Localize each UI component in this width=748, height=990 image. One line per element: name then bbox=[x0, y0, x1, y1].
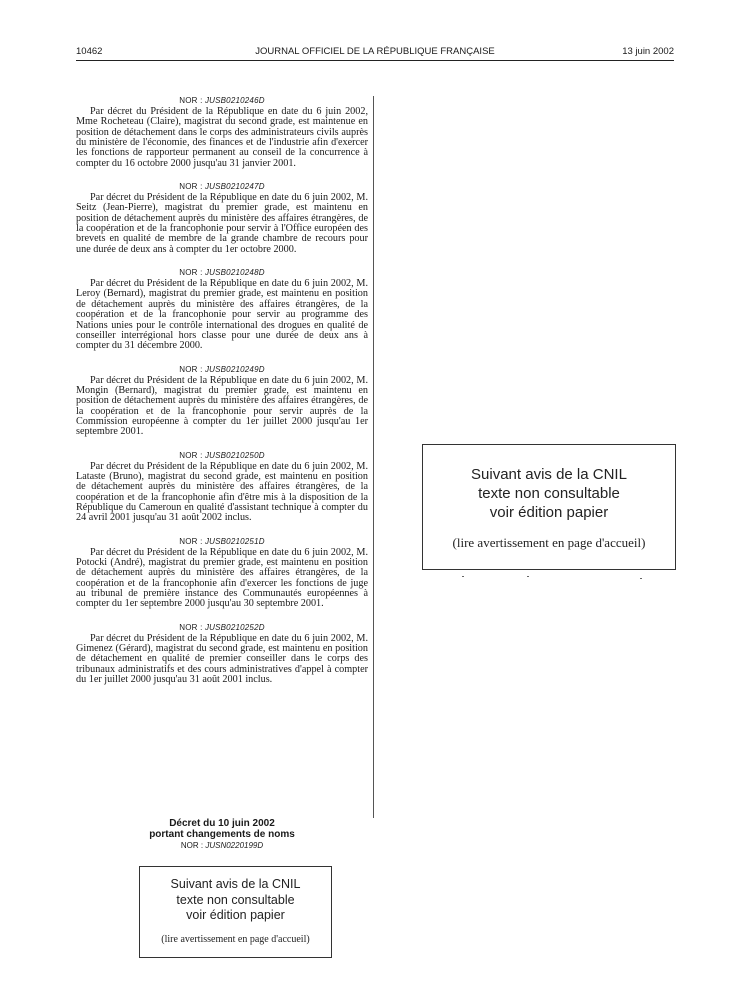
decret-subtitle: portant changements de noms bbox=[149, 829, 295, 840]
column-divider bbox=[373, 96, 374, 818]
issue-date: 13 juin 2002 bbox=[622, 46, 674, 57]
cnil-note: (lire avertissement en page d'accueil) bbox=[161, 933, 310, 945]
scan-speck bbox=[462, 576, 464, 577]
nor-reference: NOR : JUSB0210250D bbox=[179, 450, 265, 460]
nor-reference: NOR : JUSB0210252D bbox=[179, 622, 265, 632]
decree-text: Par décret du Président de la République en date du 6 juin 2002, M. Mongin (Bernard), magistrat du premier grade, est maintenu en position de détachement auprès du ministère des affaires étrangères, de la coopération et de la francophonie pour servir auprès de la Commission européenne à compter du 1er juillet 2000 jusqu'au 1er septembre 2001. bbox=[76, 374, 368, 438]
decree-entry bbox=[76, 364, 368, 438]
cnil-notice-box bbox=[139, 866, 332, 958]
decree-entry bbox=[76, 181, 368, 255]
cnil-line: Suivant avis de la CNIL bbox=[170, 877, 301, 891]
nor-reference: NOR : JUSB0210247D bbox=[179, 182, 265, 192]
decree-entry bbox=[76, 536, 368, 610]
cnil-line: Suivant avis de la CNIL bbox=[471, 466, 627, 483]
decree-entry bbox=[76, 450, 368, 524]
nor-reference: NOR : JUSB0210248D bbox=[179, 268, 265, 278]
cnil-line: voir édition papier bbox=[186, 908, 285, 922]
decree-text: Par décret du Président de la République en date du 6 juin 2002, M. Lataste (Bruno), magistrat du second grade, est maintenu en position de détachement auprès du ministère des affaires étrangères, de la coopération et de la francophonie afin d'être mis à la disposition de la République du Cameroun en qualité d'assistant technique à compter du 24 avril 2001 jusqu'au 31 août 2002 inclus. bbox=[76, 460, 368, 524]
left-column bbox=[76, 95, 368, 697]
decree-text: Par décret du Président de la République en date du 6 juin 2002, Mme Rocheteau (Claire), magistrat du second grade, est maintenue en position de détachement dans le corps des administrateurs civils auprès du ministère de l'économie, des finances et de l'industrie afin d'exercer les fonctions de rapporteur permanent au conseil de la concurrence à compter du 16 octobre 2000 jusqu'au 31 janvier 2001. bbox=[76, 106, 368, 169]
decree-text: Par décret du Président de la République en date du 6 juin 2002, M. Potocki (André), magistrat du premier grade, est maintenu en position de détachement auprès du ministère des affaires étrangères, de la coopération et de la francophonie afin d'exercer les fonctions de juge au tribunal de première instance des Communautés européennes à compter du 1er septembre 2000 jusqu'au 30 septembre 2001. bbox=[76, 546, 368, 610]
decree-entry bbox=[76, 622, 368, 686]
cnil-line: texte non consultable bbox=[176, 892, 295, 907]
decree-entry bbox=[76, 95, 368, 169]
nor-reference: NOR : JUSB0210246D bbox=[179, 96, 265, 105]
cnil-line: texte non consultable bbox=[478, 485, 620, 502]
decree-text: Par décret du Président de la République en date du 6 juin 2002, M. Leroy (Bernard), magistrat du premier grade, est maintenu en position de détachement auprès du ministère des affaires étrangères, de la coopération et de la francophonie pour servir au programme des Nations unies pour le contrôle international des drogues en qualité de conseiller interrégional hors classe pour une durée de deux ans à compter du 31 décembre 2000. bbox=[76, 278, 368, 352]
decret-title: Décret du 10 juin 2002 bbox=[169, 818, 275, 829]
scan-speck bbox=[527, 576, 529, 577]
journal-title: JOURNAL OFFICIEL DE LA RÉPUBLIQUE FRANÇAISE bbox=[255, 46, 495, 57]
scan-speck bbox=[640, 578, 642, 579]
nor-reference: NOR : JUSB0210251D bbox=[179, 536, 265, 546]
page-number: 10462 bbox=[76, 46, 103, 57]
decree-text: Par décret du Président de la République en date du 6 juin 2002, M. Seitz (Jean-Pierre), magistrat du premier grade, est maintenu en position de détachement auprès du ministère des affaires étrangères, de la coopération et de la francophonie pour servir à l'Office européen des brevets en qualité de membre de la grande chambre de recours pour une durée de deux ans à compter du 1er octobre 2000. bbox=[76, 192, 368, 255]
cnil-notice-box bbox=[422, 444, 676, 570]
header-rule bbox=[76, 60, 674, 61]
decret-heading bbox=[76, 818, 368, 851]
nor-reference: NOR : JUSB0210249D bbox=[179, 364, 265, 374]
cnil-line: voir édition papier bbox=[489, 504, 609, 521]
page-header bbox=[76, 46, 674, 60]
nor-reference: NOR : JUSN0220199D bbox=[180, 841, 264, 850]
cnil-note: (lire avertissement en page d'accueil) bbox=[452, 535, 646, 550]
decree-entry bbox=[76, 267, 368, 351]
decree-text: Par décret du Président de la République en date du 6 juin 2002, M. Gimenez (Gérard), magistrat du second grade, est maintenu en position de détachement en qualité de premier conseiller dans le corps des tribunaux administratifs et des cours administratives d'appel à compter du 1er juillet 2000 jusqu'au 31 août 2001 inclus. bbox=[76, 632, 368, 686]
